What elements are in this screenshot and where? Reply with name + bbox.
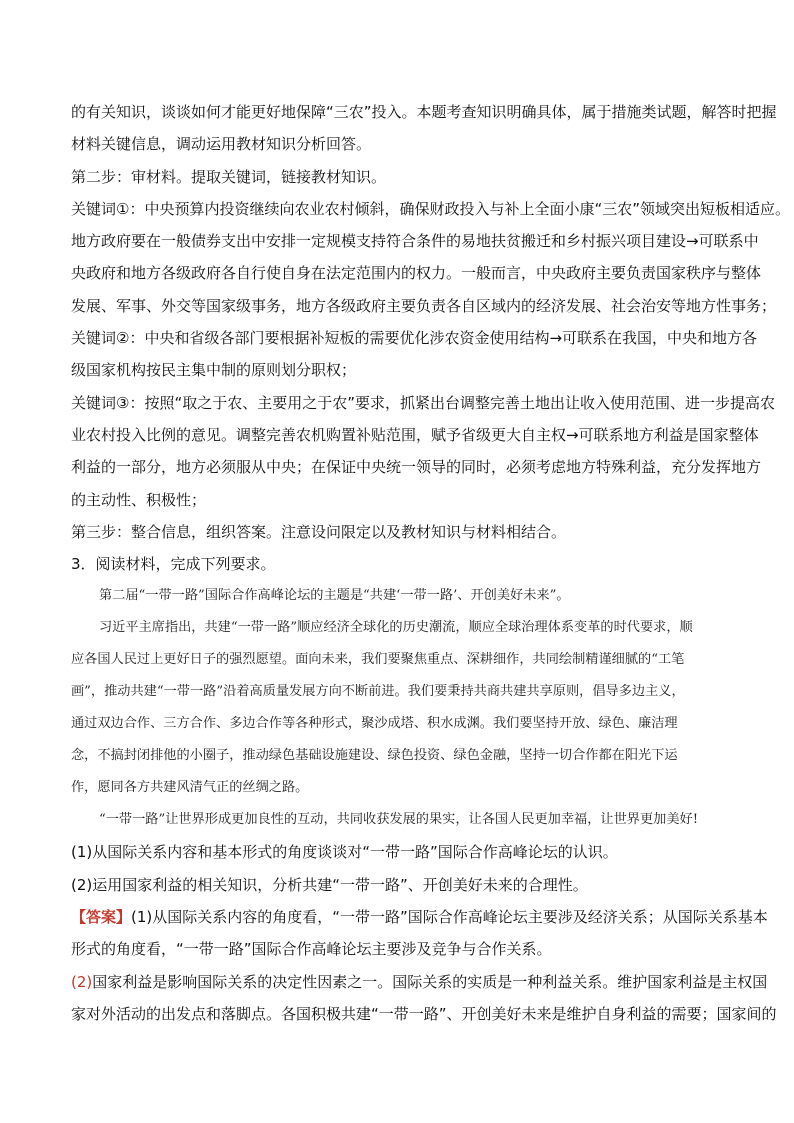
keyword2-line <box>71 322 758 354</box>
text-line: 材料关键信息，调动运用教材知识分析回答。 <box>71 135 372 154</box>
quote-line: 应各国人民过上更好日子的强烈愿望。面向未来，我们要聚焦重点、深耕细作，共同绘制精谨细腻的“工笔 <box>71 652 685 668</box>
sub-question-2: (2)运用国家利益的相关知识，分析共建“一带一路”、开创美好未来的合理性。 <box>71 875 588 894</box>
answer-text: 国家利益是影响国际关系的决定性因素之一。国际关系的实质是一种利益关系。维护国家利益是主权国 <box>92 972 768 991</box>
answer-line: 家对外活动的出发点和落脚点。各国积极共建“一带一路”、开创美好未来是维护自身利益的需要；国家间的 <box>71 1004 777 1023</box>
quote-line: 第二届“一带一路”国际合作高峰论坛的主题是“共建‘一带一路’、开创美好未来”。 <box>99 588 570 604</box>
keyword1-label: 关键词①： <box>71 199 145 218</box>
keyword1-text: 中央预算内投资继续向农业农村倾斜，确保财政投入与补上全面小康“三农”领域突出短板相适应。 <box>144 199 790 218</box>
text-line: 利益的一部分，地方必须服从中央；在保证中央统一领导的同时，必须考虑地方特殊利益，充分发挥地方 <box>71 458 762 477</box>
quote-line: “一带一路”让世界形成更加良性的互动，共同收获发展的果实，让各国人民更加幸福，让世界更加美好! <box>99 812 699 828</box>
quote-line: 念，不搞封闭排他的小圈子，推动绿色基础设施建设、绿色投资、绿色金融，坚持一切合作都在阳光下运 <box>71 748 678 764</box>
material-quote <box>71 580 723 836</box>
quote-line: 通过双边合作、三方合作、多边合作等各种形式，聚沙成塔、积水成渊。我们要坚持开放、绿色、廉洁理 <box>71 716 678 732</box>
text-line: 级国家机构按民主集中制的原则划分职权； <box>71 361 357 380</box>
keyword3-line <box>71 387 775 419</box>
answer-text: (1)从国际关系内容的角度看，“一带一路”国际合作高峰论坛主要涉及经济关系；从国际关系基本 <box>131 908 768 927</box>
text-line: 发展、军事、外交等国家级事务，地方各级政府主要负责各自区域内的经济发展、社会治安等地方性事务； <box>71 296 777 315</box>
text-line: 业农村投入比例的意见。调整完善农机购置补贴范围，赋予省级更大自主权→可联系地方利益是国家整体 <box>71 425 759 444</box>
answer-line <box>71 901 768 933</box>
sub-question-1: (1)从国际关系内容和基本形式的角度谈谈对“一带一路”国际合作高峰论坛的认识。 <box>71 843 618 862</box>
keyword2-label: 关键词②： <box>71 329 145 348</box>
answer-part2-mark: (2) <box>71 972 93 991</box>
keyword3-text: 按照“取之于农、主要用之于农”要求，抓紧出台调整完善土地出让收入使用范围、进一步提高农 <box>144 393 775 412</box>
text-line: 的有关知识，谈谈如何才能更好地保障“三农”投入。本题考查知识明确具体，属于措施类试题，解答时把握 <box>71 103 777 121</box>
keyword1-line <box>71 193 790 225</box>
answer-line: 形式的角度看，“一带一路”国际合作高峰论坛主要涉及竞争与合作关系。 <box>71 940 552 959</box>
quote-line: 习近平主席指出，共建“一带一路”顺应经济全球化的历史潮流，顺应全球治理体系变革的时代要求，顺 <box>99 620 693 636</box>
quote-line: 作，愿同各方共建风清气正的丝绸之路。 <box>71 780 309 796</box>
question3-title: 3．阅读材料，完成下列要求。 <box>71 555 276 574</box>
answer-line <box>71 966 768 998</box>
step3-line: 第三步：整合信息，组织答案。注意设问限定以及教材知识与材料相结合。 <box>71 522 567 541</box>
answer-tag: 【答案】 <box>71 908 132 927</box>
text-line: 的主动性、积极性； <box>71 490 207 509</box>
text-line: 地方政府要在一般债券支出中安排一定规模支持符合条件的易地扶贫搬迁和乡村振兴项目建设→可联系中 <box>71 232 759 251</box>
keyword2-text: 中央和省级各部门要根据补短板的需要优化涉农资金使用结构→可联系在我国，中央和地方各 <box>144 329 758 348</box>
quote-line: 画”，推动共建“一带一路”沿着高质量发展方向不断前进。我们要秉持共商共建共享原则，倡导多边主义， <box>71 684 685 700</box>
step2-line: 第二步：审材料。提取关键词，链接教材知识。 <box>71 167 387 186</box>
document-body <box>71 96 790 1030</box>
keyword3-label: 关键词③： <box>71 393 145 412</box>
text-line: 央政府和地方各级政府各自行使自身在法定范围内的权力。一般而言，中央政府主要负责国家秩序与整体 <box>71 264 762 283</box>
